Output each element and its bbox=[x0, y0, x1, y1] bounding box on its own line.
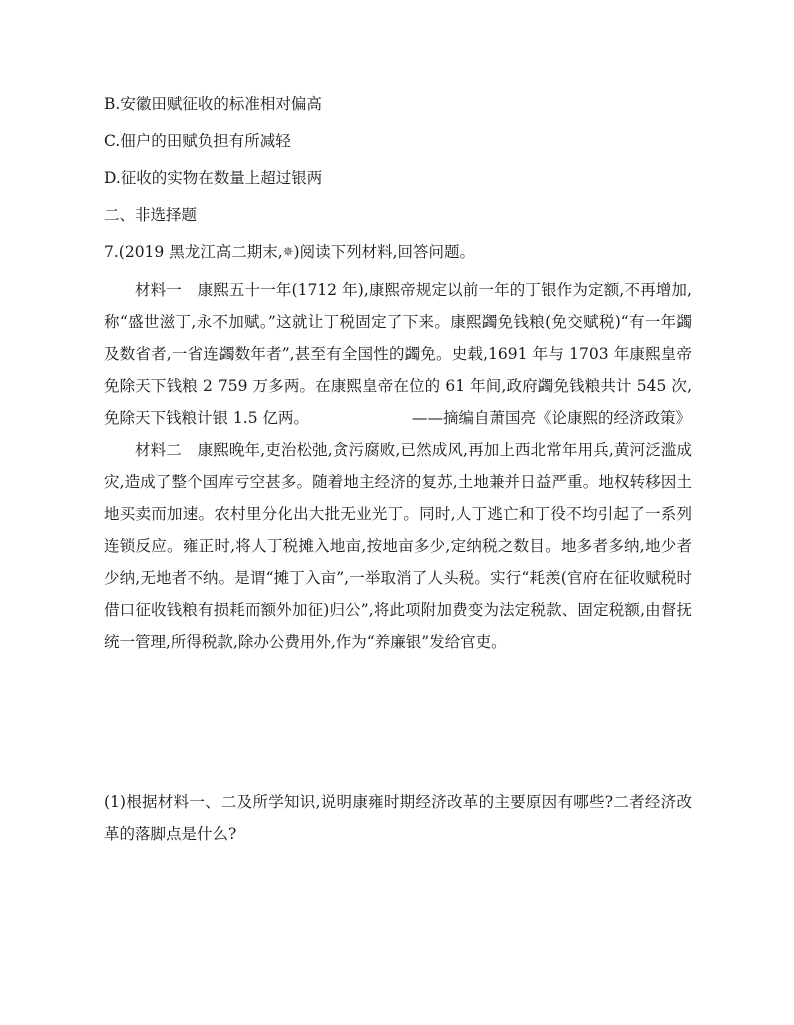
material-2: 材料二 康熙晚年,吏治松弛,贪污腐败,已然成风,再加上西北常年用兵,黄河泛滥成灾,造成了整个国库亏空甚多。随着地主经济的复苏,土地兼并日益严重。地权转移因土地买卖而加速。农村里分化出大批无业光丁。同时,人丁逃亡和丁役不均引起了一系列连锁反应。雍正时,将人丁税摊入地亩,按地亩多少,定纳税之数目。地多者多纳,地少者少纳,无地者不纳。是谓“摊丁入亩”,一举取消了人头税。实行“耗羡(官府在征收赋税时借口征收钱粮有损耗而额外加征)归公”,将此项附加费变为法定税款、固定税额,由督抚统一管理,所得税款,除办公费用外,作为“养廉银”发给官吏。 bbox=[104, 441, 692, 651]
material-1-source: ——摘编自萧国亮《论康熙的经济政策》 bbox=[411, 409, 691, 427]
section-title: 二、非选择题 bbox=[104, 206, 198, 224]
option-d: D.征收的实物在数量上超过银两 bbox=[104, 169, 323, 187]
material-1: 材料一 康熙五十一年(1712 年),康熙帝规定以前一年的丁银作为定额,不再增加,称“盛世滋丁,永不加赋。”这就让丁税固定了下来。康熙蠲免钱粮(免交赋税)“有一年蠲及数省者,一省连蠲数年者”,甚至有全国性的蠲免。史载,1691 年与 1703 年康熙皇帝免除天下钱粮 2 759 万多两。在康熙皇帝在位的 61 年间,政府蠲免钱粮共计 545 次,免除天下钱粮计银 1.5 亿两。 bbox=[104, 281, 692, 427]
difficulty-star-icon: ✵ bbox=[282, 245, 294, 260]
question-7-stem-suffix: )阅读下列材料,回答问题。 bbox=[293, 243, 476, 261]
option-b: B.安徽田赋征收的标准相对偏高 bbox=[104, 95, 322, 113]
question-7-stem-prefix: 7.(2019 黑龙江高二期末, bbox=[104, 243, 283, 261]
subquestion-1: (1)根据材料一、二及所学知识,说明康雍时期经济改革的主要原因有哪些?二者经济改革的落脚点是什么? bbox=[104, 793, 692, 843]
option-c: C.佃户的田赋负担有所减轻 bbox=[104, 132, 291, 150]
question-7-stem bbox=[104, 242, 475, 263]
